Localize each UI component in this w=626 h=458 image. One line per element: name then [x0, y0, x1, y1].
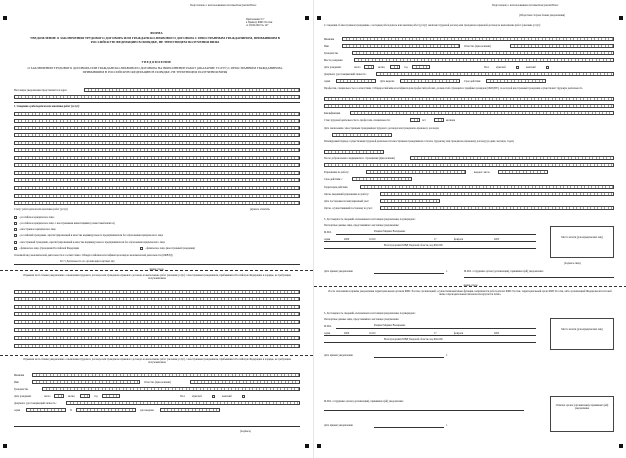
doc-issue-cells[interactable] — [400, 79, 460, 83]
submitted-to-cells-2[interactable] — [14, 95, 300, 99]
tear-cells-2[interactable] — [14, 297, 300, 301]
appendix-line-3: от 28.06.2010 № 147 — [246, 24, 269, 27]
tear-title: Отрывная часть бланка уведомления о заключении трудового договора или гражданско-правового договора на выполнение работ (оказание услуг) с иностранным гражданином, прибывшим в Российскую Федерацию в порядке, не требующем получения визы — [23, 274, 291, 280]
status-checkbox-3[interactable] — [14, 228, 17, 231]
reg-org-cells[interactable] — [380, 206, 614, 210]
officer-label: Ф.И.О. сотрудника органа (организации), принявшего(ей) уведомление: — [464, 270, 544, 273]
employer-address-cells-2[interactable] — [14, 148, 300, 152]
signature-label: (подпись) — [240, 430, 251, 433]
tear-cells-4[interactable] — [14, 312, 300, 316]
series-label: серия — [324, 238, 331, 241]
employer-name-cells-1[interactable] — [14, 112, 300, 116]
permit-label: Разрешение на работу: — [324, 171, 350, 174]
field-label-surname: Фамилия — [324, 38, 335, 41]
qualification-cells[interactable] — [350, 111, 614, 115]
experience-years-cells[interactable] — [410, 118, 420, 122]
field-label-patronymic: Отчество (при наличии) — [144, 381, 171, 384]
citizenship-cells[interactable] — [352, 51, 614, 55]
tear-cells-3[interactable] — [14, 305, 300, 309]
sex-male-checkbox[interactable] — [516, 66, 519, 69]
surname-cells[interactable] — [32, 373, 300, 377]
status-checkbox-4[interactable] — [14, 234, 17, 237]
doc-number-label: N — [70, 409, 72, 412]
doc-issue-cells[interactable] — [160, 408, 220, 412]
issued-by-underline-copy — [324, 342, 536, 343]
permit-reg-label: Дата постановки на миграционный учет: — [324, 200, 370, 203]
field-label-male: мужской — [496, 66, 506, 69]
status-checkbox-1[interactable] — [14, 216, 17, 219]
field-label-birthdate: Дата рождения: — [324, 66, 342, 69]
insurance-cells-2[interactable] — [324, 163, 614, 167]
experience-months-cells[interactable] — [434, 118, 444, 122]
qualification-label: Квалификация — [324, 112, 341, 115]
tear-cells-8[interactable] — [14, 344, 300, 348]
corner-marker-br — [619, 444, 623, 448]
mark-required-label: (нужное отметить — [250, 208, 270, 211]
corner-marker-bl — [3, 444, 7, 448]
fio-underline-copy — [336, 328, 536, 329]
cut-line-label: линия отреза — [149, 268, 164, 271]
year-suffix-final: г. — [446, 424, 448, 427]
field-label-year: год — [94, 395, 98, 398]
top-note: Подготовлено с использованием системы КонсультантПлюс — [190, 4, 257, 7]
issued-year: 2003 — [494, 238, 500, 241]
date-underline — [374, 273, 444, 274]
field-label-female: женский — [222, 395, 232, 398]
employer-other-cells[interactable] — [14, 201, 300, 205]
series-underline — [324, 241, 536, 242]
stamp-box — [550, 226, 614, 258]
doc-valid-label: Срок действия: — [464, 80, 481, 83]
officer-sign-underline — [324, 410, 524, 411]
org-stamp-label: Отметка органа (организации), принявшего(ей) уведомление — [555, 404, 609, 410]
series-underline-copy — [324, 335, 536, 336]
appendix-line-2: к Приказу ФМС России — [246, 21, 273, 24]
status-label-6: - физическое лицо (гражданин Российской Федерации — [19, 247, 80, 250]
field-label-name: Имя — [14, 381, 19, 384]
employer-address-cells-1[interactable] — [14, 141, 300, 145]
okved-value: 92.71 Деятельность по организации азартных игр — [60, 260, 115, 263]
patronymic-cells[interactable] — [190, 380, 300, 384]
permit-reg-cells[interactable] — [380, 199, 440, 203]
section1-title: 1. Сведения о работодателе или заказчике работ (услуг): — [14, 105, 80, 108]
field-label-sex: Пол: — [484, 66, 490, 69]
number-value-copy: 10110 — [369, 332, 376, 335]
permit-cells[interactable] — [366, 170, 466, 174]
date-underline-final — [374, 427, 444, 428]
field-label-month: месяц — [68, 395, 75, 398]
form-title: УВЕДОМЛЕНИЕ О ЗАКЛЮЧЕНИИ ТРУДОВОГО ДОГОВОРА ИЛИ ГРАЖДАНСКО-ПРАВОВОГО ДОГОВОРА С ИНОСТРАННЫМ ГРАЖДАНИНОМ, ПРИБЫВШИМ В РОССИЙСКУЮ ФЕДЕРАЦИЮ В ПОРЯДКЕ, НЕ ТРЕБУЮЩЕМ ПОЛУЧЕНИЯ ВИЗЫ — [30, 36, 280, 44]
corner-marker-bl — [317, 444, 321, 448]
stamp-label-copy: Место печати (для юридических лиц) — [561, 328, 603, 331]
series-label-copy: серия — [324, 332, 331, 335]
permit-validity-cells[interactable] — [352, 177, 412, 181]
territory-label: Территория действия — [324, 186, 348, 189]
status-checkbox-6[interactable] — [14, 247, 17, 250]
officer-underline — [464, 277, 614, 278]
date-label: Дата приема уведомления — [324, 270, 353, 273]
form-back-page — [313, 0, 626, 458]
status-label-1: - российское юридическое лицо — [19, 216, 55, 219]
birthplace-cells[interactable] — [354, 58, 614, 62]
status-label-2: - российское юридическое лицо с иностранными инвестициями (совместный капитал) — [19, 222, 115, 225]
section3-title-copy: 3. Достоверность сведений, изложенных в настоящем уведомлении, подтверждаю: — [324, 312, 416, 315]
birth-day-cells[interactable] — [364, 65, 374, 69]
employer-okato-cells[interactable] — [14, 178, 300, 182]
field-label-patronymic: Отчество (при наличии) — [464, 45, 491, 48]
signature-label: (подпись лица) — [564, 262, 581, 265]
birth-month-cells[interactable] — [390, 65, 400, 69]
experience-label: Стаж трудовой деятельности по профессии, специальности: — [324, 119, 391, 122]
status-label-4: - российский гражданин, зарегистрированный в качестве индивидуального предпринимателя без образования юридического лица — [19, 234, 163, 237]
fio-value: Рощина Марина Валерьевна — [374, 230, 406, 233]
citizenship-cells[interactable] — [42, 387, 300, 391]
birth-year-cells[interactable] — [102, 394, 120, 398]
org-stamp-box — [550, 396, 614, 432]
name-cells[interactable] — [342, 44, 460, 48]
passport-label-copy: Паспортные данные лица, представившего настоящее уведомление: — [324, 318, 400, 321]
employer-phone-cells[interactable] — [14, 194, 300, 198]
permit-validity-label: Срок действия: с — [324, 178, 343, 181]
reverse-label: (Оборотная сторона бланка уведомления) — [519, 14, 565, 17]
reg-org-label: Орган, осуществивший постановку на учет: — [324, 207, 373, 210]
corner-marker-tl — [317, 16, 321, 20]
cut-line-2 — [0, 355, 313, 356]
employer-name-cells-2[interactable] — [14, 119, 300, 123]
corner-marker-br — [305, 444, 309, 448]
issued-by: Волгоградским РОВД Тверской области, код 692-006 — [384, 244, 443, 247]
doc-label: Документ, удостоверяющий личность: — [14, 402, 57, 405]
okved-label: Основной вид экономической деятельности в соответствии с Общероссийским классификатором видов экономической деятельности (ОКВЭД) — [14, 254, 173, 257]
issued-month-copy: февраля — [454, 332, 464, 335]
date-underline-copy — [374, 357, 444, 358]
tear-cells-5[interactable] — [14, 320, 300, 324]
date-label-copy: Дата приема уведомления — [324, 354, 353, 357]
passport-label: Паспортные данные лица, представившего настоящее уведомление: — [324, 224, 400, 227]
okved-underline — [14, 264, 300, 265]
contract-date-cells[interactable] — [332, 133, 392, 137]
permit-issued-cells[interactable] — [498, 170, 548, 174]
doc-series-cells[interactable] — [336, 79, 376, 83]
submitted-to-label: Настоящее уведомление представляется в адрес — [14, 89, 68, 92]
doc-issue-label: Дата выдачи: — [380, 80, 395, 83]
experience-months-label: месяцев — [446, 119, 455, 122]
field-label-day: число — [354, 66, 361, 69]
status-label-5: - иностранный гражданин, зарегистрированный в качестве индивидуального предпринимателя без образования юридического лица — [19, 241, 165, 244]
notice-heading: УВЕДОМЛЕНИЕ — [141, 60, 172, 64]
planned-period-cells[interactable] — [324, 150, 384, 154]
fio-label: Ф.И.О. — [324, 231, 332, 234]
birth-year-cells[interactable] — [412, 65, 430, 69]
issuing-org-label: Орган, выдавший разрешение на работу: — [324, 193, 370, 196]
status-checkbox-5[interactable] — [14, 241, 17, 244]
doc-series-label: серия — [14, 409, 21, 412]
issued-by-underline — [324, 248, 536, 249]
bottom-divider — [14, 426, 300, 427]
issued-day: 17 — [434, 238, 437, 241]
corner-marker-tl — [3, 16, 7, 20]
doc-issue-label: дата выдачи: — [140, 409, 155, 412]
date-label-final: Дата приема уведомления — [324, 424, 353, 427]
sex-female-checkbox[interactable] — [546, 66, 549, 69]
issued-by-copy: Волгоградским РОВД Тверской области, код 692-006 — [384, 338, 443, 341]
status-label-3: - иностранное юридическое лицо — [19, 228, 56, 231]
employer-ogrn-cells[interactable] — [14, 156, 300, 160]
planned-period-label: Планируемый период осуществления трудовой деятельности иностранным гражданином согласно трудовому или гражданско-правовому договору (в днях, месяцах, годах) — [324, 140, 514, 143]
sex-male-checkbox[interactable] — [212, 395, 215, 398]
divider — [14, 102, 300, 103]
fio-label-copy: Ф.И.О. — [324, 325, 332, 328]
issued-month: февраля — [454, 238, 464, 241]
field-label-name: Имя — [324, 45, 329, 48]
fio-underline — [336, 234, 536, 235]
tear-cells-7[interactable] — [14, 336, 300, 340]
field-label-year: год — [404, 66, 408, 69]
year-suffix-copy: г. — [446, 354, 448, 357]
doc-number-cells[interactable] — [76, 408, 136, 412]
profession-cells-1[interactable] — [324, 97, 614, 101]
doc-cells[interactable] — [66, 401, 300, 405]
issuing-org-cells[interactable] — [380, 192, 614, 196]
section3-title: 3. Достоверность сведений, изложенных в настоящем уведомлении, подтверждаю: — [324, 218, 416, 221]
permit-issued-label: выдано: число — [474, 171, 490, 174]
field-label-citizenship: Гражданство — [14, 388, 29, 391]
corner-marker-tr — [619, 16, 623, 20]
employer-extra-cells[interactable] — [14, 186, 300, 190]
stamp-box-copy — [550, 318, 614, 350]
field-label-sex: Пол: — [180, 395, 186, 398]
birth-day-cells[interactable] — [54, 394, 64, 398]
appendix-line-1: Приложение N 7 — [246, 18, 265, 21]
corner-marker-tr — [305, 16, 309, 20]
form-label: ФОРМА — [150, 31, 163, 35]
notice-text: О ЗАКЛЮЧЕНИИ ТРУДОВОГО ДОГОВОРА ИЛИ ГРАЖДАНСКО-ПРАВОВОГО ДОГОВОРА НА ВЫПОЛНЕНИЕ РАБОТ (ОКАЗАНИЕ УСЛУГ) С ИНОСТРАННЫМ ГРАЖДАНИНОМ, ПРИБЫВШИМ В РОССИЙСКУЮ ФЕДЕРАЦИЮ В ПОРЯДКЕ, НЕ ТРЕБУЮЩЕМ ПОЛУЧЕНИЯ ВИЗЫ — [27, 66, 283, 74]
status-label-7: - физическое лицо (иностранный гражданин) — [145, 247, 196, 250]
tear-cells-1[interactable] — [14, 290, 300, 294]
status-checkbox-2[interactable] — [14, 222, 17, 225]
status-checkbox-7[interactable] — [140, 247, 143, 250]
stamp-label: Место печати (для юридических лиц) — [561, 236, 603, 239]
cut-line-label: линия отреза — [463, 284, 478, 287]
field-label-day: число — [44, 395, 51, 398]
top-note: Подготовлено с использованием системы КонсультантПлюс — [492, 4, 559, 7]
name-cells[interactable] — [32, 380, 140, 384]
doc-cells[interactable] — [376, 72, 614, 76]
surname-cells[interactable] — [342, 37, 614, 41]
insurance-label: После добровольного медицинского страхования (при наличии) — [324, 157, 395, 160]
tear-title-2: Отрывная часть бланка уведомления о заключении трудового договора или гражданско-правового договора на выполнение работ (оказание услуг) с иностранным гражданином, прибывшим в Российскую Федерацию в порядке, не требующем получения визы — [23, 358, 291, 364]
tear-cells-6[interactable] — [14, 328, 300, 332]
sex-female-checkbox[interactable] — [242, 395, 245, 398]
field-label-birthdate: Дата рождения: — [14, 395, 32, 398]
year-suffix: г. — [446, 270, 448, 273]
territory-cells[interactable] — [360, 185, 614, 189]
series-value: 2000 — [344, 238, 350, 241]
field-label-male: мужской — [192, 395, 202, 398]
issued-year-copy: 2003 — [494, 332, 500, 335]
section2-title: 2. Сведения об иностранном гражданине, с которым работодатель или заказчик работ (услуг) заключил трудовой договор или гражданско-правовой договор на выполнение работ (оказание услуг): — [324, 24, 541, 27]
series-value-copy: 2000 — [344, 332, 350, 335]
doc-valid-cells[interactable] — [486, 79, 546, 83]
number-value: 10110 — [369, 238, 376, 241]
doc-label: Документ, удостоверяющий личность: — [324, 73, 367, 76]
employer-name-cells-3[interactable] — [14, 126, 300, 130]
insurance-cells[interactable] — [410, 156, 614, 160]
fio-value-copy: Рощина Марина Валерьевна — [374, 324, 406, 327]
employer-status-label: Статус работодателя или заказчика работ (услуг) — [14, 208, 68, 211]
profession-label: Профессия, специальность в соответствии с Общероссийским классификатором профессий рабочих, должностей служащих и тарифных разрядов (ОКПДТР), по которой иностранный гражданин осуществляет трудовую деятельность — [324, 87, 583, 90]
employer-kpp-cells[interactable] — [14, 171, 300, 175]
birth-month-cells[interactable] — [80, 394, 90, 398]
patronymic-cells[interactable] — [510, 44, 614, 48]
doc-series-cells[interactable] — [26, 408, 66, 412]
submitted-to-cells[interactable] — [84, 88, 300, 92]
issued-day-copy: 17 — [434, 332, 437, 335]
employer-name-cells-4[interactable] — [14, 133, 300, 137]
contract-date-label: Дата заключения с иностранным гражданином трудового договора или гражданско-правового договора: — [324, 127, 440, 130]
field-label-female: женский — [526, 66, 536, 69]
tear-note: После заполнения и приема уведомления территориальным органом ФМС России, организацией, осуществляющей иные функции, направляется работодателю ФМС России, территориальный орган ФМС России, либо организацией Федеральной почтовой связи сопроводительным письмом или вручается лично. — [328, 290, 612, 296]
field-label-birthplace: Место рождения — [324, 59, 343, 62]
field-label-month: месяц — [378, 66, 385, 69]
doc-series-label: серия — [324, 80, 331, 83]
profession-cells-2[interactable] — [324, 104, 614, 108]
officer-sign-label: Ф.И.О. сотрудника органа (организации), принявшего(ей) уведомление: — [324, 400, 404, 403]
experience-years-label: лет — [422, 119, 426, 122]
field-label-citizenship: Гражданство — [324, 52, 339, 55]
employer-inn-cells[interactable] — [14, 163, 300, 167]
field-label-surname: Фамилия — [14, 374, 25, 377]
